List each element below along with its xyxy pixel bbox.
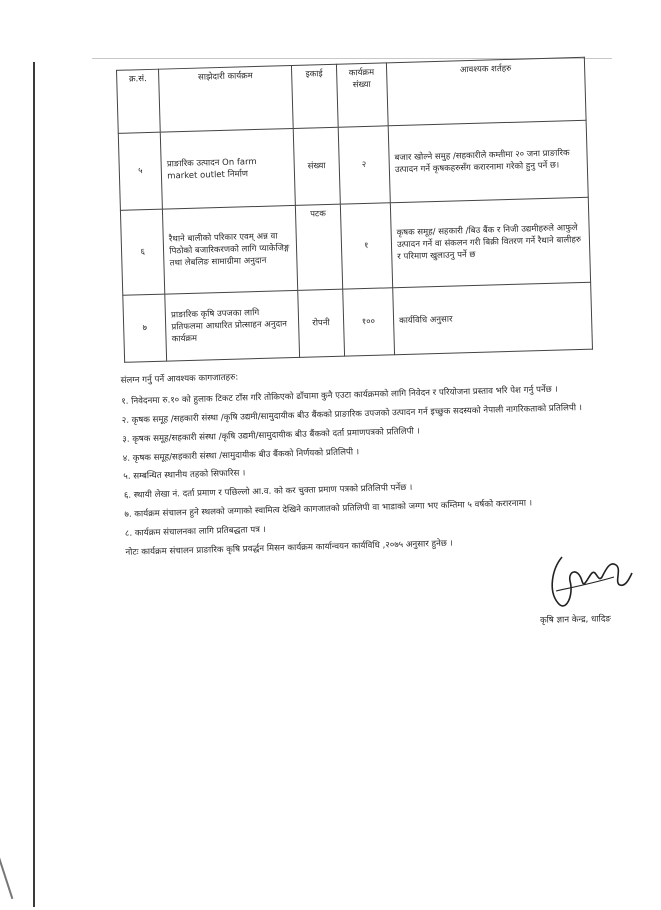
table-row: [120, 197, 590, 295]
header-sn: क्र.सं.: [117, 69, 161, 133]
scan-corner-mark: [0, 853, 13, 899]
cell-sn: ६: [120, 209, 165, 295]
signature: [544, 547, 636, 619]
document-item: ६. स्थायी लेखा नं. दर्ता प्रमाण र पछिल्लो आ.व. को कर चुक्ता प्रमाण पत्रको प्रतिलिपी पर्नेछ ।: [123, 483, 413, 502]
document-item: २. कृषक समूह /सहकारी संस्था /कृषि उद्यमी/सामुदायीक बीउ बैंकको प्राङारिक उपजको उत्पादन गर्न इच्छुक सदस्यको नेपाली नागरिकताको प्रतिलिपी ।: [121, 402, 583, 426]
cell-count: १: [340, 203, 393, 289]
documents-heading: संलग्न गर्नु पर्ने आवश्यक कागजातहरु:: [120, 372, 239, 386]
cell-unit: संख्या: [293, 127, 339, 205]
document-page: [112, 55, 646, 565]
program-table: [116, 57, 593, 363]
cell-conditions: कार्यविधि अनुसार: [393, 282, 593, 355]
document-item: ४. कृषक समूह/सहकारी संस्था /सामुदायीक बीउ बैंकको निर्णयको प्रतिलिपी ।: [122, 446, 360, 464]
cell-sn: ७: [123, 294, 167, 362]
document-item: ८. कार्यक्रम संचालनका लागि प्रतिबद्धता पत्र ।: [124, 525, 267, 539]
header-count: कार्यक्रम संख्या: [336, 63, 388, 127]
cell-program: प्राङारिक उत्पादन On farm market outlet निर्माण: [161, 128, 296, 209]
office-name: कृषि ज्ञान केन्द्र, धादिङ: [539, 614, 611, 626]
document-item: ७. कार्यक्रम संचालन हुने स्थलको जग्गाको स्वामित्व देखिने कागजातको प्रतिलिपी वा भाडाको जग्गा भए कम्तिमा ५ वर्षको करारनामा ।: [124, 498, 533, 521]
table-row: [118, 120, 588, 210]
document-item: ३. कृषक समूह/सहकारी संस्था /कृषि उद्यमी/सामुदायीक बीउ बैंकको दर्ता प्रमाणपत्रको प्रतिलिपी ।: [122, 426, 420, 445]
cell-unit: पटक: [296, 204, 343, 290]
cell-conditions: बजार खोल्ने समुह /सहकारीले कम्तीमा २० जना प्राङारिक उत्पादन गर्ने कृषकहरुसँग करारनामा गरेको हुनु पर्ने छ।: [388, 120, 588, 202]
scan-left-edge: [33, 62, 35, 907]
document-item: ५. सम्बन्धित स्थानीय तहको सिफारिस ।: [123, 468, 246, 483]
cell-count: १००: [342, 288, 394, 356]
cell-conditions: कृषक समूह/ सहकारी /बिउ बैंक र निजी उद्यमीहरुले आफुले उत्पादन गर्ने वा संकलन गरी बिक्री वितरण गर्ने रैथाने बालीहरु र परिमाण खुलाउनु पर्ने छ: [390, 197, 590, 287]
required-documents: [121, 360, 646, 559]
note-text: नोटः कार्यक्रम संचालन प्राङारिक कृषि प्रवर्द्धन मिसन कार्यक्रम कार्यान्वयन कार्यविधि ,२०७५ अनुसार हुनेछ ।: [125, 538, 454, 558]
cell-count: २: [338, 126, 391, 204]
cell-sn: ५: [118, 132, 162, 210]
table-row: [123, 282, 593, 362]
cell-program: प्राङारिक कृषि उपजका लागि प्रतिफलमा आधारित प्रोत्साहन अनुदान कार्यक्रम: [165, 290, 300, 361]
header-program: साझेदारी कार्यक्रम: [159, 65, 294, 132]
header-conditions: आवश्यक शर्तहरु: [386, 57, 586, 126]
document-item: १. निवेदनमा रु.१० को हुलाक टिकट टाँस गरि तोकिएको ढाँचामा कुनै एउटा कार्यक्रमको लागि निवेदन र परियोजना प्रस्ताव भरि पेश गर्नु पर्नेछ ।: [121, 384, 558, 407]
header-unit: इकाई: [292, 64, 338, 128]
cell-program: रैथाने बालीको परिकार एवम् अन्न वा पिठोको बजारिकरणको लागि प्याकेजिङ्ग तथा लेबलिङ सामाग्रीमा अनुदान: [163, 205, 298, 294]
cell-unit: रोपनी: [298, 289, 344, 357]
